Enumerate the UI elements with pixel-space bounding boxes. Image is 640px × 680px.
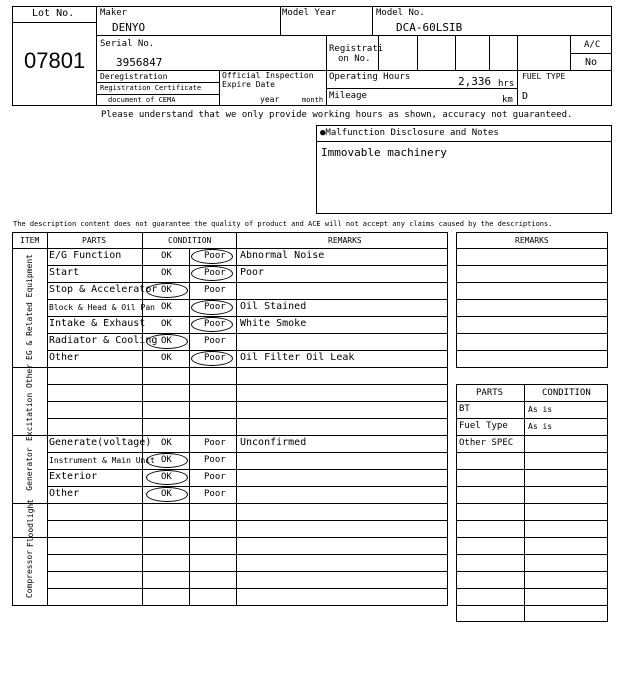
divider — [96, 6, 97, 106]
ok-label: OK — [161, 438, 172, 448]
divider — [12, 248, 448, 249]
divider — [456, 299, 608, 300]
section-label-excitation: Excitation Other — [25, 363, 34, 441]
divider — [455, 35, 456, 70]
malfunction-box — [316, 125, 612, 214]
part-label: Block & Head & Oil Pan — [49, 303, 155, 312]
poor-label: Poor — [204, 455, 226, 465]
divider — [456, 571, 608, 572]
divider — [47, 299, 448, 300]
header-remarks-right: REMARKS — [515, 236, 549, 245]
divider — [96, 70, 612, 71]
poor-label: Poor — [204, 268, 226, 278]
divider — [456, 316, 608, 317]
lot-label: Lot No. — [32, 8, 75, 19]
divider — [96, 82, 219, 83]
part-label: E/G Function — [49, 250, 122, 261]
malfunction-title: ●Malfunction Disclosure and Notes — [320, 128, 499, 138]
operating-hours-value: 2,336 — [458, 75, 492, 88]
official-inspection-label: Official Inspection — [222, 71, 314, 80]
divider — [47, 418, 448, 419]
maker-label: Maker — [100, 8, 128, 18]
divider — [456, 282, 608, 283]
poor-label: Poor — [204, 472, 226, 482]
divider — [417, 35, 418, 70]
divider — [372, 6, 373, 35]
lot-value: 07801 — [24, 48, 86, 73]
divider — [96, 94, 219, 95]
ok-label: OK — [161, 455, 172, 465]
reg-cert-label: Registration Certificate — [100, 84, 202, 92]
disclaimer-text: The description content does not guarantee the quality of product and ACE will not accept any claims caused by the descriptions. — [13, 220, 553, 228]
divider — [47, 350, 448, 351]
divider — [326, 35, 327, 106]
divider — [517, 35, 518, 106]
divider — [47, 520, 448, 521]
registration-label: Registrati — [329, 44, 384, 54]
ok-label: OK — [161, 302, 172, 312]
divider — [219, 70, 220, 106]
divider — [456, 520, 608, 521]
poor-label: Poor — [204, 285, 226, 295]
divider — [280, 6, 281, 35]
part-label: Stop & Accelerator — [49, 284, 158, 295]
remark-text: White Smoke — [240, 318, 307, 329]
divider — [456, 401, 608, 402]
remark-text: Oil Stained — [240, 301, 307, 312]
divider — [47, 605, 448, 606]
right-part-label: Fuel Type — [459, 421, 508, 431]
fuel-type-label: FUEL TYPE — [522, 72, 566, 81]
divider — [456, 605, 608, 606]
part-label: Radiator & Cooling — [49, 335, 158, 346]
ok-circle — [146, 487, 188, 502]
section-divider — [12, 537, 448, 538]
registration-label: on No. — [338, 54, 371, 64]
divider — [47, 265, 448, 266]
divider — [456, 333, 608, 334]
remark-text: Poor — [240, 267, 265, 278]
poor-circle — [191, 249, 233, 264]
divider — [12, 22, 96, 23]
poor-label: Poor — [204, 302, 226, 312]
poor-circle — [191, 317, 233, 332]
divider — [489, 35, 490, 70]
operating-hours-label: Operating Hours — [329, 72, 411, 82]
poor-circle — [191, 351, 233, 366]
poor-label: Poor — [204, 319, 226, 329]
section-divider — [12, 367, 448, 368]
right-condition-value: As is — [528, 405, 553, 414]
notice-text: Please understand that we only provide working hours as shown, accuracy not guaranteed. — [101, 110, 573, 120]
divider — [456, 486, 608, 487]
divider — [47, 384, 448, 385]
divider — [456, 418, 608, 419]
part-label: Generate(voltage) — [49, 437, 152, 448]
ok-circle — [146, 283, 188, 298]
divider — [316, 141, 612, 142]
remark-text: Unconfirmed — [240, 437, 307, 448]
cema-label: document of CEMA — [108, 96, 176, 104]
divider — [47, 588, 448, 589]
section-divider — [12, 435, 448, 436]
part-label: Start — [49, 267, 80, 278]
section-label-compressor: Compressor — [25, 549, 34, 599]
maker-value: DENYO — [112, 21, 146, 34]
divider — [47, 452, 448, 453]
section-divider — [12, 503, 448, 504]
ok-label: OK — [161, 319, 172, 329]
poor-circle — [191, 266, 233, 281]
divider — [47, 333, 448, 334]
ok-label: OK — [161, 489, 172, 499]
part-label: Other — [49, 488, 80, 499]
section-label-eg: EG & Related Equipment — [25, 254, 34, 360]
ok-label: OK — [161, 336, 172, 346]
poor-label: Poor — [204, 251, 226, 261]
header-parts: PARTS — [82, 236, 107, 245]
ac-value: No — [585, 57, 598, 68]
divider — [570, 53, 612, 54]
malfunction-text: Immovable machinery — [321, 146, 447, 159]
deregistration-label: Deregistration — [100, 72, 168, 81]
year-label: year — [260, 95, 280, 104]
ok-circle — [146, 470, 188, 485]
poor-label: Poor — [204, 489, 226, 499]
divider — [456, 537, 608, 538]
divider — [456, 248, 608, 249]
serial-value: 3956847 — [116, 56, 163, 69]
divider — [456, 350, 608, 351]
divider — [47, 469, 448, 470]
part-label: Intake & Exhaust — [49, 318, 146, 329]
fuel-type-value: D — [522, 91, 529, 102]
ok-label: OK — [161, 353, 172, 363]
ok-label: OK — [161, 251, 172, 261]
poor-label: Poor — [204, 438, 226, 448]
divider — [456, 554, 608, 555]
divider — [456, 588, 608, 589]
divider — [47, 282, 448, 283]
ok-label: OK — [161, 268, 172, 278]
poor-label: Poor — [204, 336, 226, 346]
divider — [189, 248, 190, 606]
header-item: ITEM — [20, 236, 40, 245]
ok-label: OK — [161, 472, 172, 482]
model-no-label: Model No. — [376, 8, 425, 18]
divider — [236, 232, 237, 606]
right-condition-header: CONDITION — [542, 388, 591, 398]
header-remarks: REMARKS — [328, 236, 362, 245]
poor-label: Poor — [204, 353, 226, 363]
serial-label: Serial No. — [100, 39, 155, 49]
divider — [326, 88, 517, 89]
model-no-value: DCA-60LSIB — [396, 21, 463, 34]
divider — [47, 571, 448, 572]
part-label: Other — [49, 352, 80, 363]
part-label: Exterior — [49, 471, 98, 482]
ok-label: OK — [161, 285, 172, 295]
mileage-label: Mileage — [329, 91, 367, 101]
divider — [96, 35, 612, 36]
section-label-generator: Generator — [25, 447, 34, 491]
divider — [47, 554, 448, 555]
ok-circle — [146, 453, 188, 468]
right-condition-value: As is — [528, 422, 553, 431]
section-label-floodlight: Floodlight — [26, 498, 35, 548]
header-condition: CONDITION — [168, 236, 212, 245]
divider — [456, 452, 608, 453]
divider — [47, 232, 48, 606]
divider — [47, 401, 448, 402]
model-year-label: Model Year — [282, 8, 337, 18]
divider — [47, 486, 448, 487]
month-label: month — [302, 96, 324, 104]
divider — [47, 316, 448, 317]
expire-date-label: Expire Date — [222, 80, 275, 89]
right-part-label: BT — [459, 404, 470, 414]
hrs-label: hrs — [498, 79, 515, 89]
divider — [456, 503, 608, 504]
ok-circle — [146, 334, 188, 349]
right-part-label: Other SPEC — [459, 438, 514, 448]
part-label: Instrument & Main Unit — [49, 456, 155, 465]
right-parts-header: PARTS — [476, 388, 504, 398]
divider — [456, 265, 608, 266]
poor-circle — [191, 300, 233, 315]
ac-label: A/C — [584, 40, 601, 50]
divider — [456, 435, 608, 436]
remarks-table — [456, 232, 608, 368]
remark-text: Oil Filter Oil Leak — [240, 352, 355, 363]
remark-text: Abnormal Noise — [240, 250, 325, 261]
km-label: km — [502, 95, 513, 105]
divider — [456, 469, 608, 470]
